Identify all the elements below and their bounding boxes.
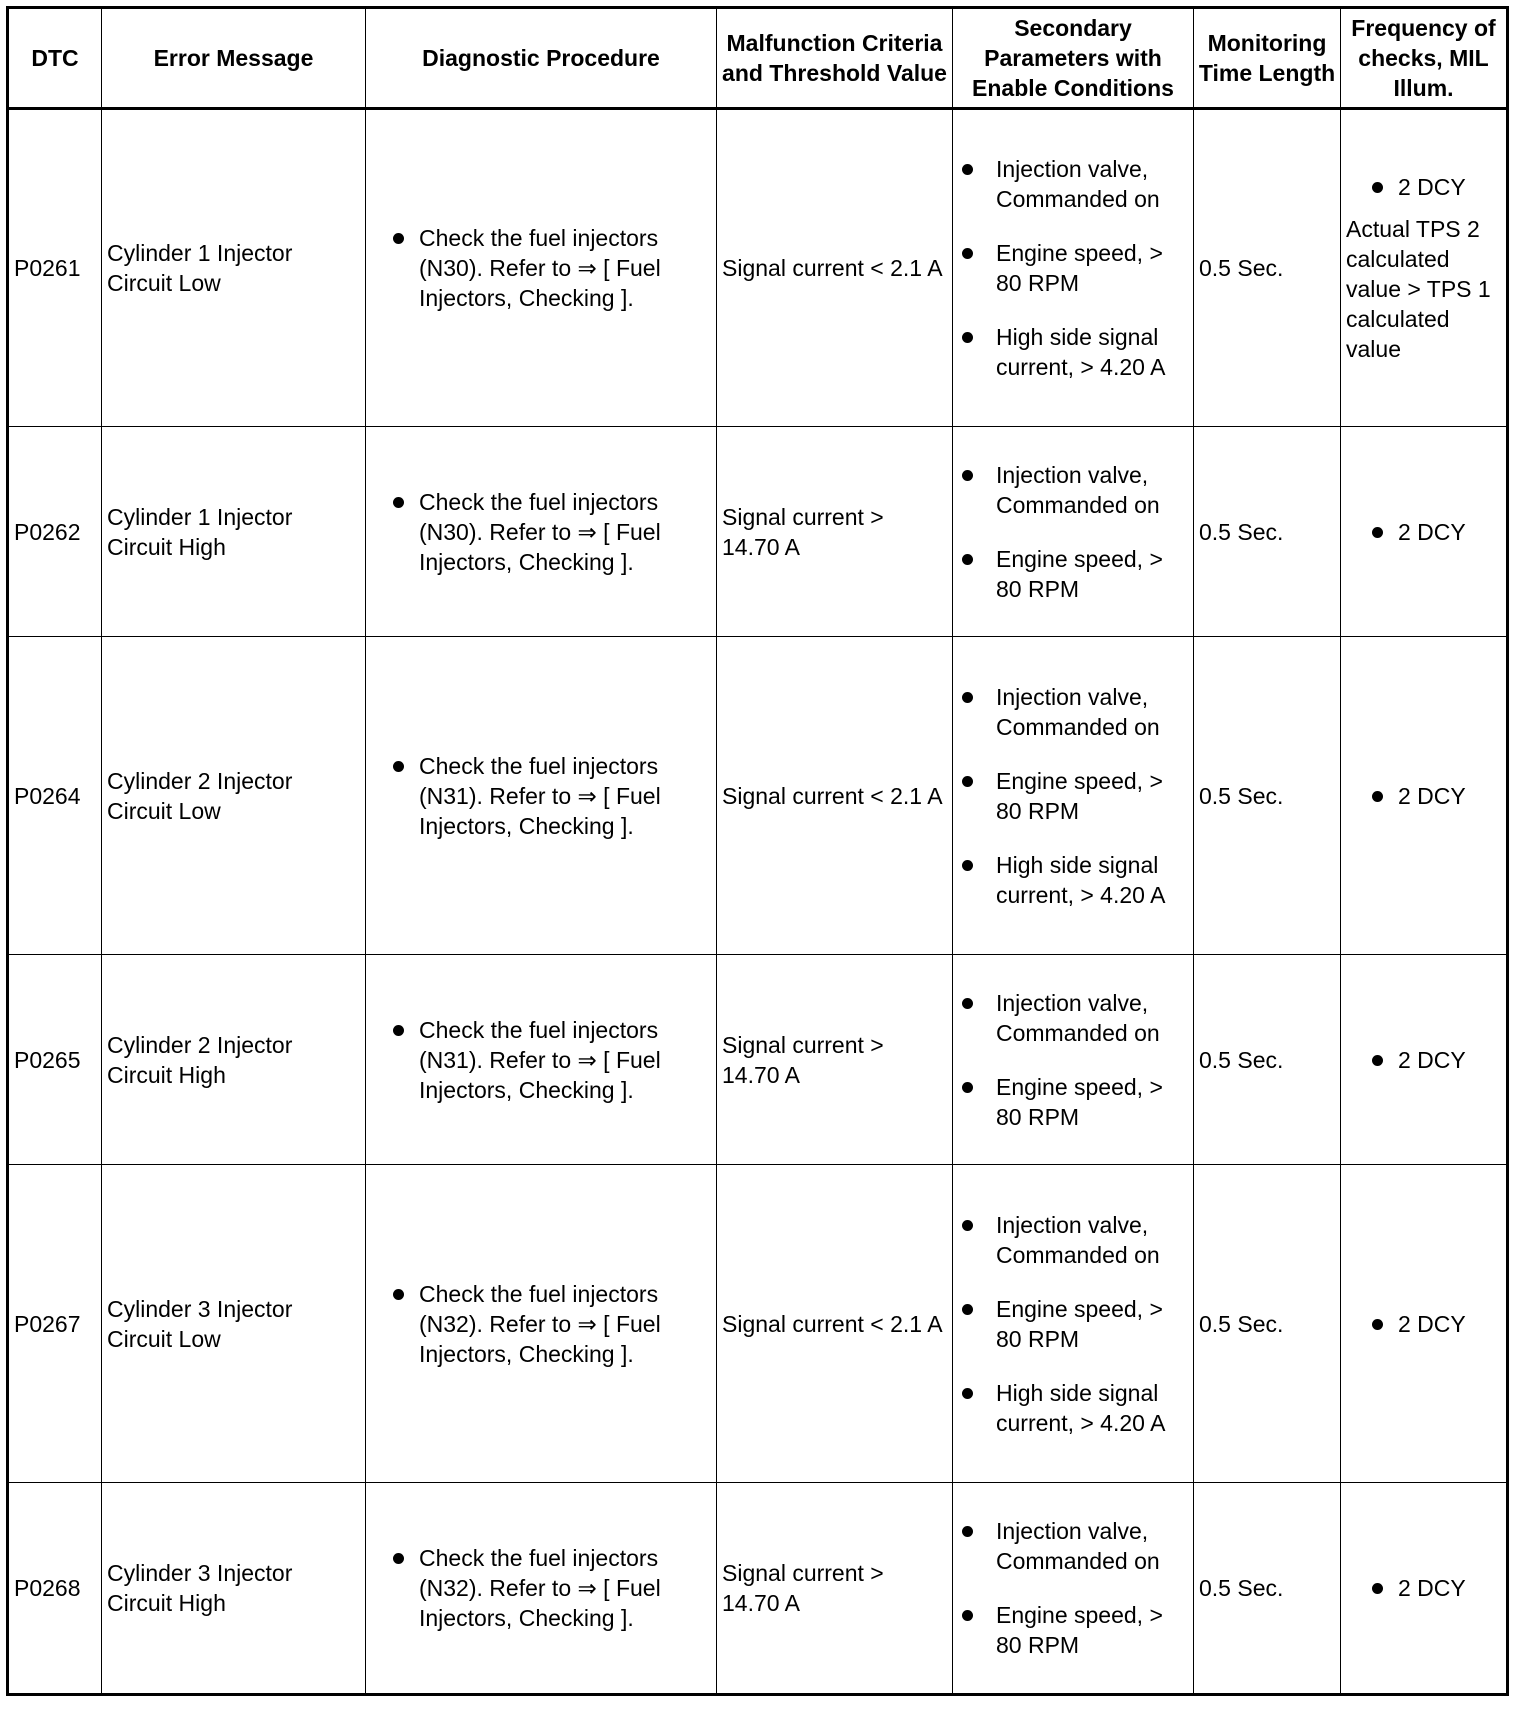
frequency-cell bbox=[1341, 427, 1508, 637]
monitoring-time: 0.5 Sec. bbox=[1194, 637, 1341, 955]
error-message: Cylinder 1 Injector Circuit High bbox=[102, 427, 366, 637]
dtc-code: P0267 bbox=[8, 1165, 102, 1483]
frequency-cell bbox=[1341, 637, 1508, 955]
parameter-item: Engine speed, > 80 RPM bbox=[958, 766, 1188, 826]
diagnostic-procedure bbox=[366, 955, 717, 1165]
error-message: Cylinder 3 Injector Circuit Low bbox=[102, 1165, 366, 1483]
header-malfunction-criteria: Malfunction Criteria and Threshold Value bbox=[717, 8, 953, 109]
frequency-cell bbox=[1341, 1165, 1508, 1483]
header-frequency: Frequency of checks, MIL Illum. bbox=[1341, 8, 1508, 109]
monitoring-time: 0.5 Sec. bbox=[1194, 1483, 1341, 1695]
parameter-item: Engine speed, > 80 RPM bbox=[958, 238, 1188, 298]
dtc-code: P0262 bbox=[8, 427, 102, 637]
secondary-parameters bbox=[953, 637, 1194, 955]
monitoring-time: 0.5 Sec. bbox=[1194, 1165, 1341, 1483]
procedure-item: Check the fuel injectors (N32). Refer to ⇒ [ Fuel Injectors, Checking ]. bbox=[371, 1279, 711, 1369]
parameter-item: Injection valve, Commanded on bbox=[958, 988, 1188, 1048]
header-diagnostic-procedure: Diagnostic Procedure bbox=[366, 8, 717, 109]
frequency-cell bbox=[1341, 955, 1508, 1165]
frequency-note: Actual TPS 2 calculated value > TPS 1 calculated value bbox=[1346, 216, 1491, 362]
secondary-parameters bbox=[953, 427, 1194, 637]
header-dtc: DTC bbox=[8, 8, 102, 109]
secondary-parameters bbox=[953, 1165, 1194, 1483]
frequency-item: 2 DCY bbox=[1346, 517, 1501, 547]
monitoring-time: 0.5 Sec. bbox=[1194, 109, 1341, 427]
parameter-item: Engine speed, > 80 RPM bbox=[958, 1072, 1188, 1132]
malfunction-criteria: Signal current < 2.1 A bbox=[717, 1165, 953, 1483]
dtc-table bbox=[6, 6, 1509, 1696]
parameter-item: High side signal current, > 4.20 A bbox=[958, 1378, 1188, 1438]
header-monitoring-time: Monitoring Time Length bbox=[1194, 8, 1341, 109]
parameter-item: Engine speed, > 80 RPM bbox=[958, 544, 1188, 604]
parameter-item: Engine speed, > 80 RPM bbox=[958, 1294, 1188, 1354]
table-row bbox=[8, 637, 1508, 955]
malfunction-criteria: Signal current < 2.1 A bbox=[717, 109, 953, 427]
parameter-item: Injection valve, Commanded on bbox=[958, 1516, 1188, 1576]
diagnostic-procedure bbox=[366, 427, 717, 637]
parameter-item: Injection valve, Commanded on bbox=[958, 154, 1188, 214]
procedure-item: Check the fuel injectors (N32). Refer to ⇒ [ Fuel Injectors, Checking ]. bbox=[371, 1543, 711, 1633]
procedure-item: Check the fuel injectors (N31). Refer to ⇒ [ Fuel Injectors, Checking ]. bbox=[371, 1015, 711, 1105]
error-message: Cylinder 2 Injector Circuit High bbox=[102, 955, 366, 1165]
secondary-parameters bbox=[953, 955, 1194, 1165]
malfunction-criteria: Signal current > 14.70 A bbox=[717, 1483, 953, 1695]
malfunction-criteria: Signal current < 2.1 A bbox=[717, 637, 953, 955]
frequency-item: 2 DCY bbox=[1346, 781, 1501, 811]
parameter-item: High side signal current, > 4.20 A bbox=[958, 322, 1188, 382]
error-message: Cylinder 1 Injector Circuit Low bbox=[102, 109, 366, 427]
diagnostic-procedure bbox=[366, 109, 717, 427]
frequency-item: 2 DCY bbox=[1346, 1309, 1501, 1339]
parameter-item: Engine speed, > 80 RPM bbox=[958, 1600, 1188, 1660]
monitoring-time: 0.5 Sec. bbox=[1194, 955, 1341, 1165]
parameter-item: Injection valve, Commanded on bbox=[958, 682, 1188, 742]
dtc-code: P0261 bbox=[8, 109, 102, 427]
error-message: Cylinder 3 Injector Circuit High bbox=[102, 1483, 366, 1695]
diagnostic-procedure bbox=[366, 1483, 717, 1695]
diagnostic-procedure bbox=[366, 1165, 717, 1483]
frequency-item: 2 DCY bbox=[1346, 172, 1501, 202]
header-secondary-parameters: Secondary Parameters with Enable Conditions bbox=[953, 8, 1194, 109]
diagnostic-procedure bbox=[366, 637, 717, 955]
table-row bbox=[8, 109, 1508, 427]
malfunction-criteria: Signal current > 14.70 A bbox=[717, 427, 953, 637]
malfunction-criteria: Signal current > 14.70 A bbox=[717, 955, 953, 1165]
dtc-code: P0265 bbox=[8, 955, 102, 1165]
monitoring-time: 0.5 Sec. bbox=[1194, 427, 1341, 637]
parameter-item: Injection valve, Commanded on bbox=[958, 1210, 1188, 1270]
parameter-item: High side signal current, > 4.20 A bbox=[958, 850, 1188, 910]
dtc-code: P0268 bbox=[8, 1483, 102, 1695]
parameter-item: Injection valve, Commanded on bbox=[958, 460, 1188, 520]
frequency-cell bbox=[1341, 1483, 1508, 1695]
table-row bbox=[8, 1483, 1508, 1695]
table-row bbox=[8, 955, 1508, 1165]
table-row bbox=[8, 1165, 1508, 1483]
error-message: Cylinder 2 Injector Circuit Low bbox=[102, 637, 366, 955]
table-row bbox=[8, 427, 1508, 637]
procedure-item: Check the fuel injectors (N31). Refer to ⇒ [ Fuel Injectors, Checking ]. bbox=[371, 751, 711, 841]
header-row bbox=[8, 8, 1508, 109]
header-error-message: Error Message bbox=[102, 8, 366, 109]
frequency-item: 2 DCY bbox=[1346, 1045, 1501, 1075]
secondary-parameters bbox=[953, 109, 1194, 427]
frequency-cell bbox=[1341, 109, 1508, 427]
secondary-parameters bbox=[953, 1483, 1194, 1695]
procedure-item: Check the fuel injectors (N30). Refer to ⇒ [ Fuel Injectors, Checking ]. bbox=[371, 223, 711, 313]
frequency-item: 2 DCY bbox=[1346, 1573, 1501, 1603]
dtc-code: P0264 bbox=[8, 637, 102, 955]
procedure-item: Check the fuel injectors (N30). Refer to ⇒ [ Fuel Injectors, Checking ]. bbox=[371, 487, 711, 577]
